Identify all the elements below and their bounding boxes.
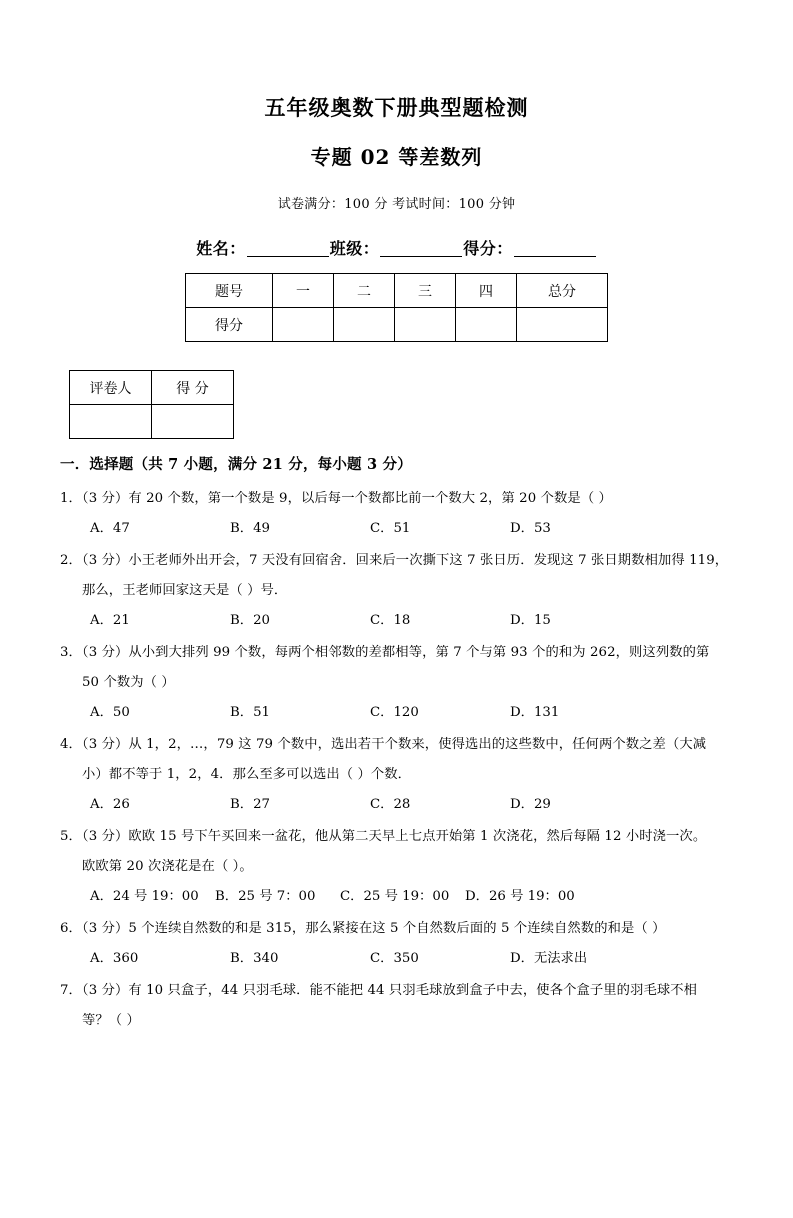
table-row (186, 308, 608, 342)
question-7 (58, 976, 735, 1036)
option-c[interactable]: C．51 (370, 521, 411, 537)
question-list (58, 484, 735, 1036)
score-table-wrapper (58, 273, 735, 342)
question-1 (58, 484, 735, 544)
score-label: 得分： (463, 239, 513, 259)
score-cell-4[interactable] (456, 308, 517, 342)
score-field[interactable] (514, 256, 596, 257)
class-label: 班级： (329, 239, 380, 259)
page-title: 五年级奥数下册典型题检测 (264, 95, 529, 120)
grader-table-wrapper (58, 370, 735, 439)
option-d[interactable]: D．26 号 19：00 (465, 889, 575, 905)
option-b[interactable]: B．340 (230, 951, 279, 967)
option-a[interactable]: A．47 (90, 521, 130, 537)
option-a[interactable]: A．24 号 19：00 (90, 889, 199, 905)
question-text: 3．（3 分）从小到大排列 99 个数，每两个相邻数的差都相等，第 7 个与第 93 个的和为 262，则这列数的第 (60, 645, 710, 661)
option-row (60, 606, 735, 636)
table-row (70, 371, 234, 405)
option-a[interactable]: A．360 (90, 951, 139, 967)
option-d[interactable]: D．29 (510, 797, 551, 813)
score-table-header-1: 一 (273, 274, 334, 308)
option-row (60, 882, 735, 912)
option-c[interactable]: C．25 号 19：00 (340, 889, 450, 905)
name-field[interactable] (247, 256, 329, 257)
page-subtitle: 专题 02 等差数列 (310, 145, 483, 170)
question-text: 1．（3 分）有 20 个数，第一个数是 9，以后每一个数都比前一个数大 2，第 20 个数是（ ） (60, 491, 612, 507)
grader-header-score: 得 分 (152, 371, 234, 405)
score-cell-total[interactable] (517, 308, 608, 342)
option-c[interactable]: C．120 (370, 705, 419, 721)
exam-info: 试卷满分：100 分 考试时间：100 分钟 (277, 197, 516, 213)
option-b[interactable]: B．49 (230, 521, 270, 537)
student-id-line (58, 236, 735, 259)
option-c[interactable]: C．350 (370, 951, 419, 967)
score-cell-2[interactable] (334, 308, 395, 342)
score-cell-1[interactable] (273, 308, 334, 342)
score-table-header-4: 四 (456, 274, 517, 308)
name-label: 姓名： (196, 239, 246, 259)
question-text-cont: 欧欧第 20 次浇花是在（ ）。 (82, 859, 253, 875)
score-table-header-total: 总分 (517, 274, 608, 308)
question-text: 5．（3 分）欧欧 15 号下午买回来一盆花，他从第二天早上七点开始第 1 次浇花，然后每隔 12 小时浇一次。 (60, 829, 707, 845)
grader-cell-reviewer[interactable] (70, 405, 152, 439)
question-text-cont: 小）都不等于 1，2，4．那么至多可以选出（ ）个数． (82, 767, 412, 783)
option-d[interactable]: D．131 (510, 705, 560, 721)
grader-header-reviewer: 评卷人 (70, 371, 152, 405)
question-text: 4．（3 分）从 1，2，…，79 这 79 个数中，选出若干个数来，使得选出的这些数中，任何两个数之差（大减 (60, 737, 707, 753)
option-row (60, 698, 735, 728)
option-b[interactable]: B．25 号 7：00 (215, 889, 316, 905)
question-text-cont: 那么，王老师回家这天是（ ）号． (82, 583, 288, 599)
score-table (185, 273, 608, 342)
score-table-header-3: 三 (395, 274, 456, 308)
question-text-cont: 50 个数为（ ） (82, 675, 175, 691)
option-a[interactable]: A．26 (90, 797, 130, 813)
option-row (60, 790, 735, 820)
question-text-cont: 等？（ ） (82, 1013, 140, 1029)
section-heading: 一．选择题（共 7 小题，满分 21 分，每小题 3 分） (60, 456, 412, 474)
option-c[interactable]: C．28 (370, 797, 411, 813)
option-row (60, 944, 735, 974)
option-d[interactable]: D．53 (510, 521, 551, 537)
exam-page (0, 96, 793, 1218)
question-6 (58, 914, 735, 974)
option-d[interactable]: D．无法求出 (510, 951, 588, 967)
score-cell-3[interactable] (395, 308, 456, 342)
option-b[interactable]: B．27 (230, 797, 270, 813)
question-5 (58, 822, 735, 912)
score-table-header-label: 题号 (186, 274, 273, 308)
grader-cell-score[interactable] (152, 405, 234, 439)
question-4 (58, 730, 735, 820)
option-row (60, 514, 735, 544)
class-field[interactable] (380, 256, 462, 257)
option-c[interactable]: C．18 (370, 613, 411, 629)
table-row (186, 274, 608, 308)
table-row (70, 405, 234, 439)
score-table-row-label: 得分 (186, 308, 273, 342)
score-table-header-2: 二 (334, 274, 395, 308)
question-text: 6．（3 分）5 个连续自然数的和是 315，那么紧接在这 5 个自然数后面的 5 个连续自然数的和是（ ） (60, 921, 666, 937)
option-a[interactable]: A．21 (90, 613, 130, 629)
option-b[interactable]: B．51 (230, 705, 270, 721)
option-b[interactable]: B．20 (230, 613, 270, 629)
question-text: 2．（3 分）小王老师外出开会，7 天没有回宿舍．回来后一次撕下这 7 张日历．发现这 7 张日期数相加得 119， (60, 553, 729, 569)
question-2 (58, 546, 735, 636)
option-d[interactable]: D．15 (510, 613, 551, 629)
question-3 (58, 638, 735, 728)
grader-table (69, 370, 234, 439)
question-text: 7．（3 分）有 10 只盒子，44 只羽毛球．能不能把 44 只羽毛球放到盒子中去，使各个盒子里的羽毛球不相 (60, 983, 698, 999)
option-a[interactable]: A．50 (90, 705, 130, 721)
